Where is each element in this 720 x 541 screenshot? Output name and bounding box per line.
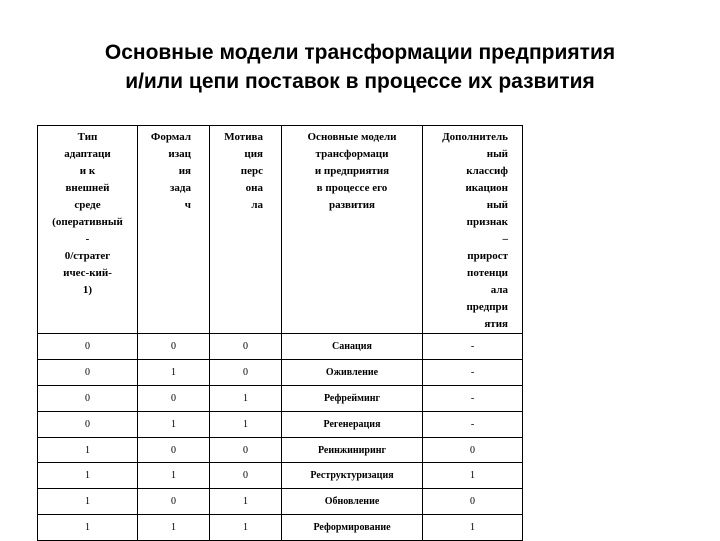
table-row [38, 359, 523, 385]
adaptation-type-cell: 0 [38, 334, 138, 360]
header-line: 0/стратег [64, 250, 111, 262]
additional-feature-cell: - [423, 334, 523, 360]
table-body [38, 334, 523, 541]
table-row [38, 411, 523, 437]
slide-title [0, 38, 720, 96]
header-line: Дополнитель [442, 131, 508, 143]
model-name-cell: Регенерация [282, 411, 423, 437]
table-header-row [38, 126, 523, 334]
header-line: среде [74, 199, 101, 211]
adaptation-type-cell: 1 [38, 515, 138, 541]
motivation-cell: 0 [210, 334, 282, 360]
model-name-cell: Реструктуризация [282, 463, 423, 489]
adaptation-type-cell: 1 [38, 489, 138, 515]
transformation-models-table [37, 125, 523, 541]
header-line: ала [490, 284, 508, 296]
header-adaptation-type [38, 126, 138, 334]
additional-feature-cell: - [423, 385, 523, 411]
additional-feature-cell: 0 [423, 437, 523, 463]
formalization-cell: 1 [138, 515, 210, 541]
formalization-cell: 0 [138, 489, 210, 515]
model-name-cell: Обновление [282, 489, 423, 515]
model-name-cell: Реинжиниринг [282, 437, 423, 463]
header-line: ция [244, 148, 263, 160]
table-row [38, 463, 523, 489]
motivation-cell: 1 [210, 489, 282, 515]
header-line: Мотива [224, 131, 263, 143]
header-line: ный [486, 199, 508, 211]
header-line: классиф [466, 165, 508, 177]
header-line: – [502, 233, 508, 245]
formalization-cell: 0 [138, 385, 210, 411]
slide-title-line-2: и/или цепи поставок в процессе их развития [125, 70, 595, 93]
header-line: (оперативный [52, 216, 123, 228]
header-line: внешней [65, 182, 110, 194]
additional-feature-cell: 1 [423, 463, 523, 489]
header-line: ичес-кий- [63, 267, 112, 279]
additional-feature-cell: - [423, 359, 523, 385]
table-row [38, 515, 523, 541]
header-line: потенци [467, 267, 508, 279]
motivation-cell: 1 [210, 411, 282, 437]
header-staff-motivation [210, 126, 282, 334]
formalization-cell: 1 [138, 411, 210, 437]
header-line: она [245, 182, 263, 194]
header-line: и к [79, 165, 96, 177]
adaptation-type-cell: 0 [38, 359, 138, 385]
model-name-cell: Реформирование [282, 515, 423, 541]
model-name-cell: Оживление [282, 359, 423, 385]
header-task-formalization [138, 126, 210, 334]
header-line: трансформаци [315, 148, 389, 160]
header-line: и предприятия [314, 165, 390, 177]
header-basic-models [282, 126, 423, 334]
motivation-cell: 0 [210, 359, 282, 385]
table-row [38, 334, 523, 360]
header-line: ч [184, 199, 191, 211]
header-additional-feature [423, 126, 523, 334]
header-line: Основные модели [307, 131, 397, 143]
table-row [38, 385, 523, 411]
model-name-cell: Санация [282, 334, 423, 360]
header-line: ла [251, 199, 263, 211]
header-line: изац [168, 148, 191, 160]
header-line: - [85, 233, 90, 245]
header-line: ный [486, 148, 508, 160]
formalization-cell: 0 [138, 334, 210, 360]
slide-title-line-1: Основные модели трансформации предприятия [104, 41, 616, 64]
header-line: 1) [82, 284, 93, 296]
table-row [38, 489, 523, 515]
header-line: ятия [484, 318, 508, 330]
motivation-cell: 1 [210, 385, 282, 411]
motivation-cell: 1 [210, 515, 282, 541]
model-name-cell: Рефрейминг [282, 385, 423, 411]
header-line: признак [466, 216, 508, 228]
motivation-cell: 0 [210, 437, 282, 463]
additional-feature-cell: - [423, 411, 523, 437]
header-line: прирост [467, 250, 508, 262]
header-line: Формал [150, 131, 191, 143]
header-line: Тип [77, 131, 98, 143]
adaptation-type-cell: 1 [38, 437, 138, 463]
header-line: ия [178, 165, 191, 177]
additional-feature-cell: 0 [423, 489, 523, 515]
formalization-cell: 1 [138, 463, 210, 489]
header-line: развития [328, 199, 375, 211]
adaptation-type-cell: 1 [38, 463, 138, 489]
motivation-cell: 0 [210, 463, 282, 489]
header-line: икацион [465, 182, 508, 194]
header-line: предпри [466, 301, 508, 313]
adaptation-type-cell: 0 [38, 385, 138, 411]
header-line: перс [240, 165, 263, 177]
header-line: адаптаци [64, 148, 111, 160]
table-row [38, 437, 523, 463]
additional-feature-cell: 1 [423, 515, 523, 541]
formalization-cell: 1 [138, 359, 210, 385]
adaptation-type-cell: 0 [38, 411, 138, 437]
formalization-cell: 0 [138, 437, 210, 463]
header-line: в процессе его [316, 182, 388, 194]
header-line: зада [170, 182, 191, 194]
